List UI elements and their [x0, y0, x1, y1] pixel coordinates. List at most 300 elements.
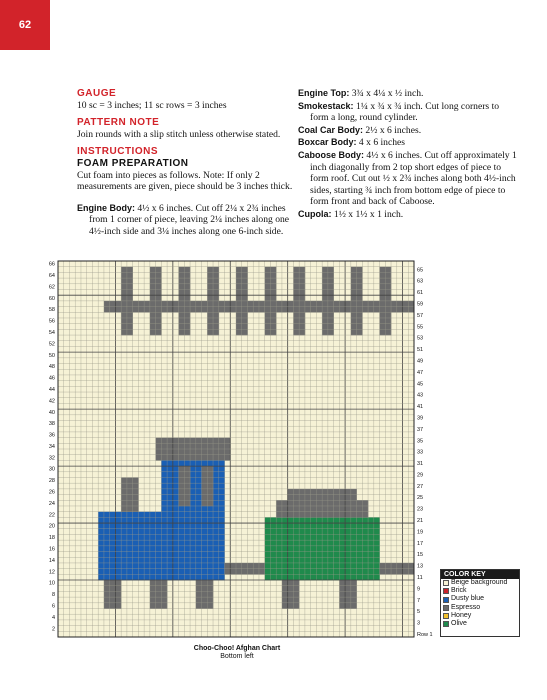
track-tie [242, 272, 248, 278]
track-tie [385, 318, 391, 324]
coal-car-body [316, 546, 322, 552]
engine-cab [167, 529, 173, 535]
engine-boiler [115, 512, 121, 518]
track-rail [110, 301, 116, 307]
row-number: 43 [417, 392, 424, 399]
coal-car-body [368, 574, 374, 580]
engine-boiler [138, 552, 144, 558]
engine-boiler [121, 552, 127, 558]
track-rail [127, 301, 133, 307]
coal-car-body [362, 552, 368, 558]
color-key-item [441, 579, 519, 587]
engine-cab [190, 546, 196, 552]
track-tie [236, 267, 242, 273]
track-rail [380, 301, 386, 307]
engine-boiler [104, 540, 110, 546]
engine-cab [167, 569, 173, 575]
engine-cab [179, 546, 185, 552]
coal-car-body [334, 557, 340, 563]
engine-boiler [110, 569, 116, 575]
engine-cab [184, 523, 190, 529]
coupler [259, 569, 265, 575]
coal-car-body [362, 523, 368, 529]
track-tie [385, 289, 391, 295]
track-rail [316, 301, 322, 307]
engine-roof [202, 438, 208, 444]
track-tie [207, 289, 213, 295]
coal-car-body [270, 563, 276, 569]
engine-boiler [115, 552, 121, 558]
track-tie [293, 312, 299, 318]
engine-cab [196, 574, 202, 580]
coal-car-body [282, 563, 288, 569]
coal-car-body [362, 557, 368, 563]
engine-roof [225, 438, 231, 444]
track-rail [403, 301, 409, 307]
engine-cab [184, 552, 190, 558]
track-tie [328, 295, 334, 301]
engine-cab [184, 512, 190, 518]
coal-car-body [345, 546, 351, 552]
foam-heading: FOAM PREPARATION [77, 157, 189, 169]
coal-car-body [339, 569, 345, 575]
engine-cab [161, 534, 167, 540]
coal-car-wheel [345, 603, 351, 609]
coal-car-body [368, 563, 374, 569]
coal-car-body [288, 557, 294, 563]
coal-car-wheel [288, 591, 294, 597]
coal-load [345, 500, 351, 506]
coal-load [351, 506, 357, 512]
engine-boiler [104, 574, 110, 580]
coal-load [316, 500, 322, 506]
engine-roof [190, 443, 196, 449]
engine-boiler [115, 529, 121, 535]
coal-car-body [362, 540, 368, 546]
engine-cab [202, 506, 208, 512]
track-tie [121, 289, 127, 295]
coupler [236, 569, 242, 575]
track-tie [236, 329, 242, 335]
coal-car-body [293, 523, 299, 529]
engine-smokestack [121, 506, 127, 512]
engine-roof [207, 449, 213, 455]
track-tie [242, 324, 248, 330]
coal-car-wheel [293, 591, 299, 597]
track-tie [322, 289, 328, 295]
engine-roof [179, 449, 185, 455]
coupler [391, 569, 397, 575]
coal-load [311, 489, 317, 495]
track-tie [179, 284, 185, 290]
row-number: 28 [48, 478, 55, 485]
engine-cab [219, 506, 225, 512]
engine-cab [196, 460, 202, 466]
coal-load [322, 489, 328, 495]
engine-cab [219, 529, 225, 535]
track-tie [236, 312, 242, 318]
row-number: 54 [48, 330, 55, 337]
engine-boiler [121, 534, 127, 540]
track-tie [184, 267, 190, 273]
coal-car-body [282, 540, 288, 546]
coupler [230, 563, 236, 569]
track-tie [121, 318, 127, 324]
engine-cab [179, 540, 185, 546]
track-tie [213, 324, 219, 330]
coal-car-body [276, 523, 282, 529]
track-tie [265, 324, 271, 330]
track-tie [156, 278, 162, 284]
coal-car-body [334, 517, 340, 523]
coal-car-body [311, 534, 317, 540]
engine-cab [213, 495, 219, 501]
track-tie [265, 284, 271, 290]
engine-boiler [150, 529, 156, 535]
engine-smokestack [121, 483, 127, 489]
track-tie [156, 272, 162, 278]
row-number: 49 [417, 358, 424, 365]
track-rail [299, 307, 305, 313]
coal-car-body [334, 574, 340, 580]
engine-wheel [196, 603, 202, 609]
coal-car-wheel [288, 586, 294, 592]
engine-cab [161, 477, 167, 483]
engine-window [184, 472, 190, 478]
engine-cab [173, 495, 179, 501]
track-rail [196, 301, 202, 307]
engine-boiler [110, 563, 116, 569]
coal-car-body [288, 574, 294, 580]
engine-roof [179, 443, 185, 449]
engine-boiler [98, 552, 104, 558]
engine-boiler [150, 552, 156, 558]
coal-car-body [334, 569, 340, 575]
engine-cab [179, 563, 185, 569]
engine-boiler [127, 534, 133, 540]
coal-car-body [265, 523, 271, 529]
engine-window [179, 472, 185, 478]
row-number: 20 [48, 523, 55, 530]
track-tie [351, 324, 357, 330]
engine-smokestack [133, 477, 139, 483]
track-rail [259, 307, 265, 313]
track-tie [213, 312, 219, 318]
coal-load [322, 506, 328, 512]
engine-boiler [115, 563, 121, 569]
coal-car-body [293, 574, 299, 580]
track-rail [173, 301, 179, 307]
track-tie [322, 272, 328, 278]
engine-cab [219, 569, 225, 575]
coal-car-wheel [345, 586, 351, 592]
engine-boiler [110, 523, 116, 529]
engine-boiler [138, 529, 144, 535]
engine-body-text: 4½ x 6 inches. Cut off 2¼ x 2¾ inches from 1 corner of piece, leaving 2¼ inches along one 4½-inch side and 3¼ inches along one 6-inch side. [89, 202, 290, 237]
coal-load [351, 495, 357, 501]
engine-wheel [156, 591, 162, 597]
track-tie [121, 312, 127, 318]
engine-cab [167, 552, 173, 558]
engine-cab [190, 460, 196, 466]
row-number: 38 [48, 421, 55, 428]
engine-cab [190, 574, 196, 580]
engine-cab [167, 489, 173, 495]
engine-boiler [110, 512, 116, 518]
coal-car-body [357, 540, 363, 546]
track-tie [380, 272, 386, 278]
engine-cab [207, 460, 213, 466]
track-rail [408, 301, 414, 307]
coal-car-body [322, 546, 328, 552]
foam-item-text: 4 x 6 inches [358, 137, 406, 149]
engine-boiler [133, 569, 139, 575]
engine-cab [184, 517, 190, 523]
track-rail [408, 307, 414, 313]
foam-item-label: Caboose Body: [298, 149, 365, 160]
engine-cab [190, 523, 196, 529]
coal-car-body [357, 552, 363, 558]
track-tie [328, 267, 334, 273]
engine-cab [213, 529, 219, 535]
engine-cab [161, 506, 167, 512]
track-tie [270, 272, 276, 278]
engine-wheel [202, 597, 208, 603]
track-tie [328, 272, 334, 278]
track-tie [179, 272, 185, 278]
coal-load [339, 512, 345, 518]
engine-roof [225, 449, 231, 455]
track-tie [156, 289, 162, 295]
track-tie [150, 295, 156, 301]
engine-smokestack [133, 495, 139, 501]
engine-boiler [133, 552, 139, 558]
coal-load [288, 506, 294, 512]
track-rail [385, 301, 391, 307]
engine-cab [190, 534, 196, 540]
color-key-item [441, 612, 519, 620]
engine-boiler [104, 563, 110, 569]
engine-boiler [110, 574, 116, 580]
engine-boiler [98, 540, 104, 546]
track-rail [184, 307, 190, 313]
coal-car-body [357, 517, 363, 523]
engine-boiler [156, 552, 162, 558]
track-tie [357, 318, 363, 324]
track-rail [328, 307, 334, 313]
coal-car-body [334, 540, 340, 546]
track-tie [299, 272, 305, 278]
chart-caption [187, 645, 287, 661]
engine-boiler [121, 529, 127, 535]
engine-boiler [104, 529, 110, 535]
engine-cab [167, 460, 173, 466]
engine-boiler [133, 557, 139, 563]
track-tie [293, 295, 299, 301]
coal-car-wheel [351, 580, 357, 586]
coal-car-wheel [288, 597, 294, 603]
engine-roof [202, 455, 208, 461]
coal-car-body [345, 517, 351, 523]
coal-car-body [299, 523, 305, 529]
track-tie [293, 284, 299, 290]
engine-window [207, 495, 213, 501]
engine-boiler [121, 540, 127, 546]
engine-cab [167, 472, 173, 478]
track-rail [184, 301, 190, 307]
engine-roof [161, 455, 167, 461]
track-rail [265, 307, 271, 313]
coal-car-body [368, 552, 374, 558]
row-number: 35 [417, 438, 424, 445]
engine-cab [213, 517, 219, 523]
track-tie [242, 295, 248, 301]
coal-car-body [316, 552, 322, 558]
coal-car-body [311, 557, 317, 563]
engine-cab [219, 512, 225, 518]
track-tie [207, 312, 213, 318]
engine-cab [179, 517, 185, 523]
engine-cab [167, 557, 173, 563]
track-rail [253, 307, 259, 313]
coal-car-body [345, 529, 351, 535]
track-rail [236, 307, 242, 313]
track-rail [288, 307, 294, 313]
coal-car-body [339, 557, 345, 563]
track-tie [236, 284, 242, 290]
row-number: 8 [51, 592, 55, 599]
track-tie [150, 318, 156, 324]
engine-cab [179, 460, 185, 466]
track-rail [374, 301, 380, 307]
foam-item-label: Engine Top: [298, 88, 350, 98]
row-number: 19 [417, 529, 424, 536]
coal-car-body [270, 540, 276, 546]
engine-window [202, 500, 208, 506]
row-number: 39 [417, 415, 424, 422]
coal-car-body [311, 540, 317, 546]
coal-car-body [288, 529, 294, 535]
engine-boiler [110, 529, 116, 535]
track-tie [322, 324, 328, 330]
track-tie [270, 324, 276, 330]
track-rail [225, 307, 231, 313]
track-rail [316, 307, 322, 313]
coal-load [305, 512, 311, 518]
engine-cab [219, 460, 225, 466]
engine-boiler [127, 512, 133, 518]
coal-car-body [334, 534, 340, 540]
coal-load [339, 506, 345, 512]
coal-car-body [362, 569, 368, 575]
row-number: 47 [417, 369, 424, 376]
coal-car-body [311, 552, 317, 558]
coal-car-body [362, 529, 368, 535]
track-tie [351, 289, 357, 295]
engine-wheel [202, 591, 208, 597]
coal-car-body [316, 534, 322, 540]
engine-roof [213, 443, 219, 449]
coal-car-body [374, 534, 380, 540]
track-tie [242, 312, 248, 318]
coal-car-wheel [293, 603, 299, 609]
track-tie [184, 324, 190, 330]
coal-load [293, 506, 299, 512]
track-tie [299, 289, 305, 295]
track-tie [184, 329, 190, 335]
foam-item-label: Smokestack: [298, 100, 354, 111]
track-rail [282, 301, 288, 307]
engine-boiler [121, 517, 127, 523]
track-rail [253, 301, 259, 307]
engine-boiler [98, 529, 104, 535]
track-tie [293, 289, 299, 295]
coal-car-body [368, 546, 374, 552]
track-rail [374, 307, 380, 313]
coal-car-body [368, 529, 374, 535]
engine-cab [196, 483, 202, 489]
coal-car-body [282, 529, 288, 535]
engine-cab [167, 483, 173, 489]
engine-boiler [104, 569, 110, 575]
engine-cab [196, 477, 202, 483]
row-number: 37 [417, 426, 424, 433]
row-number: 36 [48, 432, 55, 439]
engine-boiler [156, 557, 162, 563]
engine-roof [156, 449, 162, 455]
track-rail [161, 301, 167, 307]
track-tie [213, 267, 219, 273]
track-tie [293, 278, 299, 284]
coal-load [316, 489, 322, 495]
track-tie [357, 295, 363, 301]
engine-cab [167, 563, 173, 569]
track-tie [179, 318, 185, 324]
row-number: 51 [417, 347, 424, 354]
engine-wheel [156, 586, 162, 592]
engine-boiler [150, 517, 156, 523]
engine-cab [190, 529, 196, 535]
coal-car-body [339, 563, 345, 569]
engine-cab [190, 569, 196, 575]
coupler [397, 569, 403, 575]
coal-car-body [270, 569, 276, 575]
engine-cab [190, 466, 196, 472]
engine-boiler [138, 534, 144, 540]
color-key-title: COLOR KEY [441, 570, 519, 579]
coal-car-body [357, 523, 363, 529]
track-tie [299, 312, 305, 318]
engine-cab [167, 523, 173, 529]
track-rail [322, 301, 328, 307]
engine-wheel [110, 597, 116, 603]
engine-cab [196, 529, 202, 535]
track-rail [133, 301, 139, 307]
engine-boiler [150, 523, 156, 529]
engine-cab [173, 557, 179, 563]
coal-load [316, 495, 322, 501]
engine-wheel [202, 580, 208, 586]
track-rail [144, 307, 150, 313]
coal-load [339, 495, 345, 501]
track-tie [299, 267, 305, 273]
engine-cab [207, 563, 213, 569]
engine-cab [207, 546, 213, 552]
engine-cab [213, 500, 219, 506]
row-number: 3 [417, 620, 421, 627]
engine-cab [173, 569, 179, 575]
coal-car-body [305, 552, 311, 558]
